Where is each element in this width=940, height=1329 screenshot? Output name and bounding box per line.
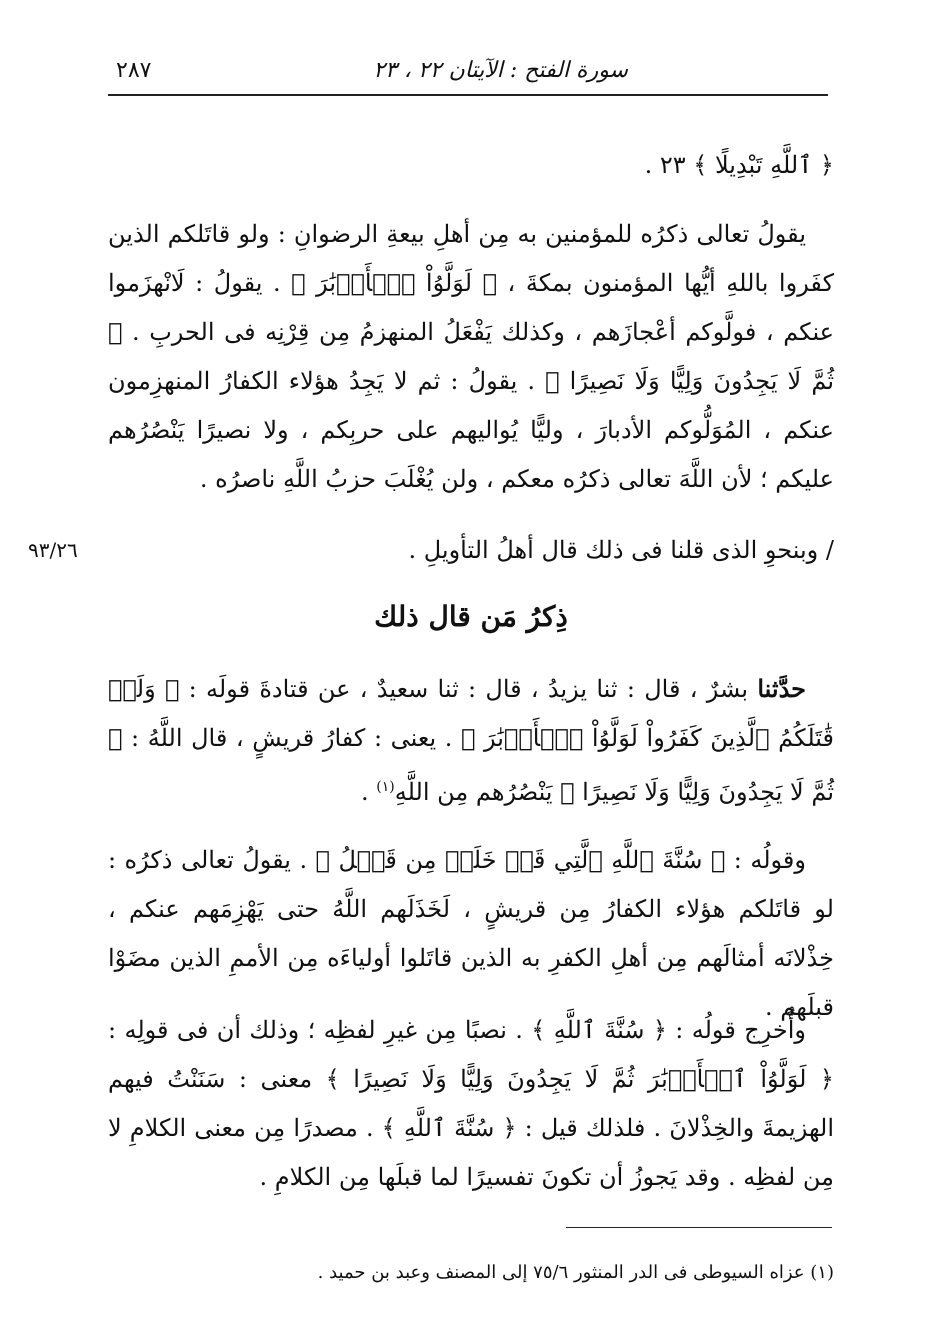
narration-text: بشرٌ ، قال : ثنا يزيدُ ، قال : ثنا سعيدٌ ، عن قتادةَ قولَه : ﴿ وَلَوۡ قَٰتَلَكُمُ ٱلَّذِينَ كَفَرُواْ لَوَلَّوُاْ ٱلۡأَدۡبَٰرَ ﴾ . يعنى : كفارُ قريشٍ ، قال اللَّهُ : ﴿ ثُمَّ لَا يَجِدُونَ وَلِيًّا وَلَا نَصِيرًا ﴾ يَنْصُرُهم مِن اللَّهِ	[108, 675, 834, 806]
paragraph-commentary: يقولُ تعالى ذكرُه للمؤمنين به مِن أهلِ بيعةِ الرضوانِ : ولو قاتَلكم الذين كفَروا باللهِ أيُّها المؤمنون بمكةَ ، ﴿ لَوَلَّوُاْ ٱلۡأَدۡبَٰرَ ﴾ . يقولُ : لَانْهزَموا عنكم ، فولَّوكم أعْجازَهم ، وكذلك يَفْعَلُ المنهزمُ مِن قِرْنِه فى الحربِ . ﴿ ثُمَّ لَا يَجِدُونَ وَلِيًّا وَلَا نَصِيرًا ﴾ . يقولُ : ثم لا يَجِدُ هؤلاء الكفارُ المنهزِمون عنكم ، المُوَلُّوكم الأدبارَ ، وليًّا يُواليهم على حربِكم ، ولا نصيرًا يَنْصُرُهم عليكم ؛ لأن اللَّهَ تعالى ذكرُه معكم ، ولن يُغْلَبَ حزبُ اللَّهِ ناصرُه .	[108, 220, 834, 493]
paragraph-grammar: وأُخرِج قولُه : ﴿ سُنَّةَ ٱللَّهِ ﴾ . نصبًا مِن غيرِ لفظِه ؛ وذلك أن فى قولِه : ﴿ لَوَلَّوُاْ ٱلۡأَدۡبَٰرَ ثُمَّ لَا يَجِدُونَ وَلِيًّا وَلَا نَصِيرًا ﴾ معنى : سَنَنْتُ فيهم الهزيمةَ والخِذْلانَ . فلذلك قيل : ﴿ سُنَّةَ ٱللَّهِ ﴾ . مصدرًا مِن معنى الكلامِ لا مِن لفظِه . وقد يَجوزُ أن تكونَ تفسيرًا لما قبلَها مِن الكلامِ .	[108, 1016, 834, 1191]
narration-lead-word: حدَّثنا	[757, 674, 806, 703]
commentary-block-2	[108, 526, 834, 575]
footnote-divider	[566, 1227, 832, 1228]
commentary-block-3	[108, 836, 834, 1032]
footnote: (١) عزاه السيوطى فى الدر المنثور ٧٥/٦ إلى المصنف وعبد بن حميد .	[317, 1262, 834, 1283]
section-heading: ذِكرُ مَن قال ذلك	[374, 600, 568, 633]
footnote-marker: (١)	[376, 779, 395, 795]
narration-end: .	[360, 778, 377, 806]
commentary-block-4	[108, 1006, 834, 1202]
paragraph-verse-end: ﴿ ٱللَّهِ تَبْدِيلًا ﴾ ٢٣ .	[644, 151, 834, 179]
page-number: ٢٨٧	[116, 58, 152, 83]
narration-block	[108, 664, 834, 817]
paragraph-narration	[108, 664, 834, 817]
running-title: سورة الفتح : الآيتان ٢٢ ، ٢٣	[373, 58, 628, 83]
commentary-block-1	[108, 210, 834, 504]
page-header	[108, 54, 828, 96]
paragraph-sunna: وقولُه : ﴿ سُنَّةَ ٱللَّهِ ٱلَّتِي قَدۡ خَلَتۡ مِن قَبۡلُ ﴾ . يقولُ تعالى ذكرُه : لو قاتَلكم هؤلاء الكفارُ مِن قريشٍ ، لَخَذَلَهم اللَّهُ حتى يَهْزِمَهم عنكم ، خِذْلانَه أمثالَهم مِن أهلِ الكفرِ به الذين قاتَلوا أولياءَه مِن الأممِ الذين مضَوْا قبلَهم .	[108, 846, 834, 1021]
paragraph-transition: / وبنحوِ الذى قلنا فى ذلك قال أهلُ التأويلِ .	[408, 536, 834, 564]
verse-ending	[108, 141, 834, 190]
margin-reference: ٩٣/٢٦	[28, 538, 78, 562]
